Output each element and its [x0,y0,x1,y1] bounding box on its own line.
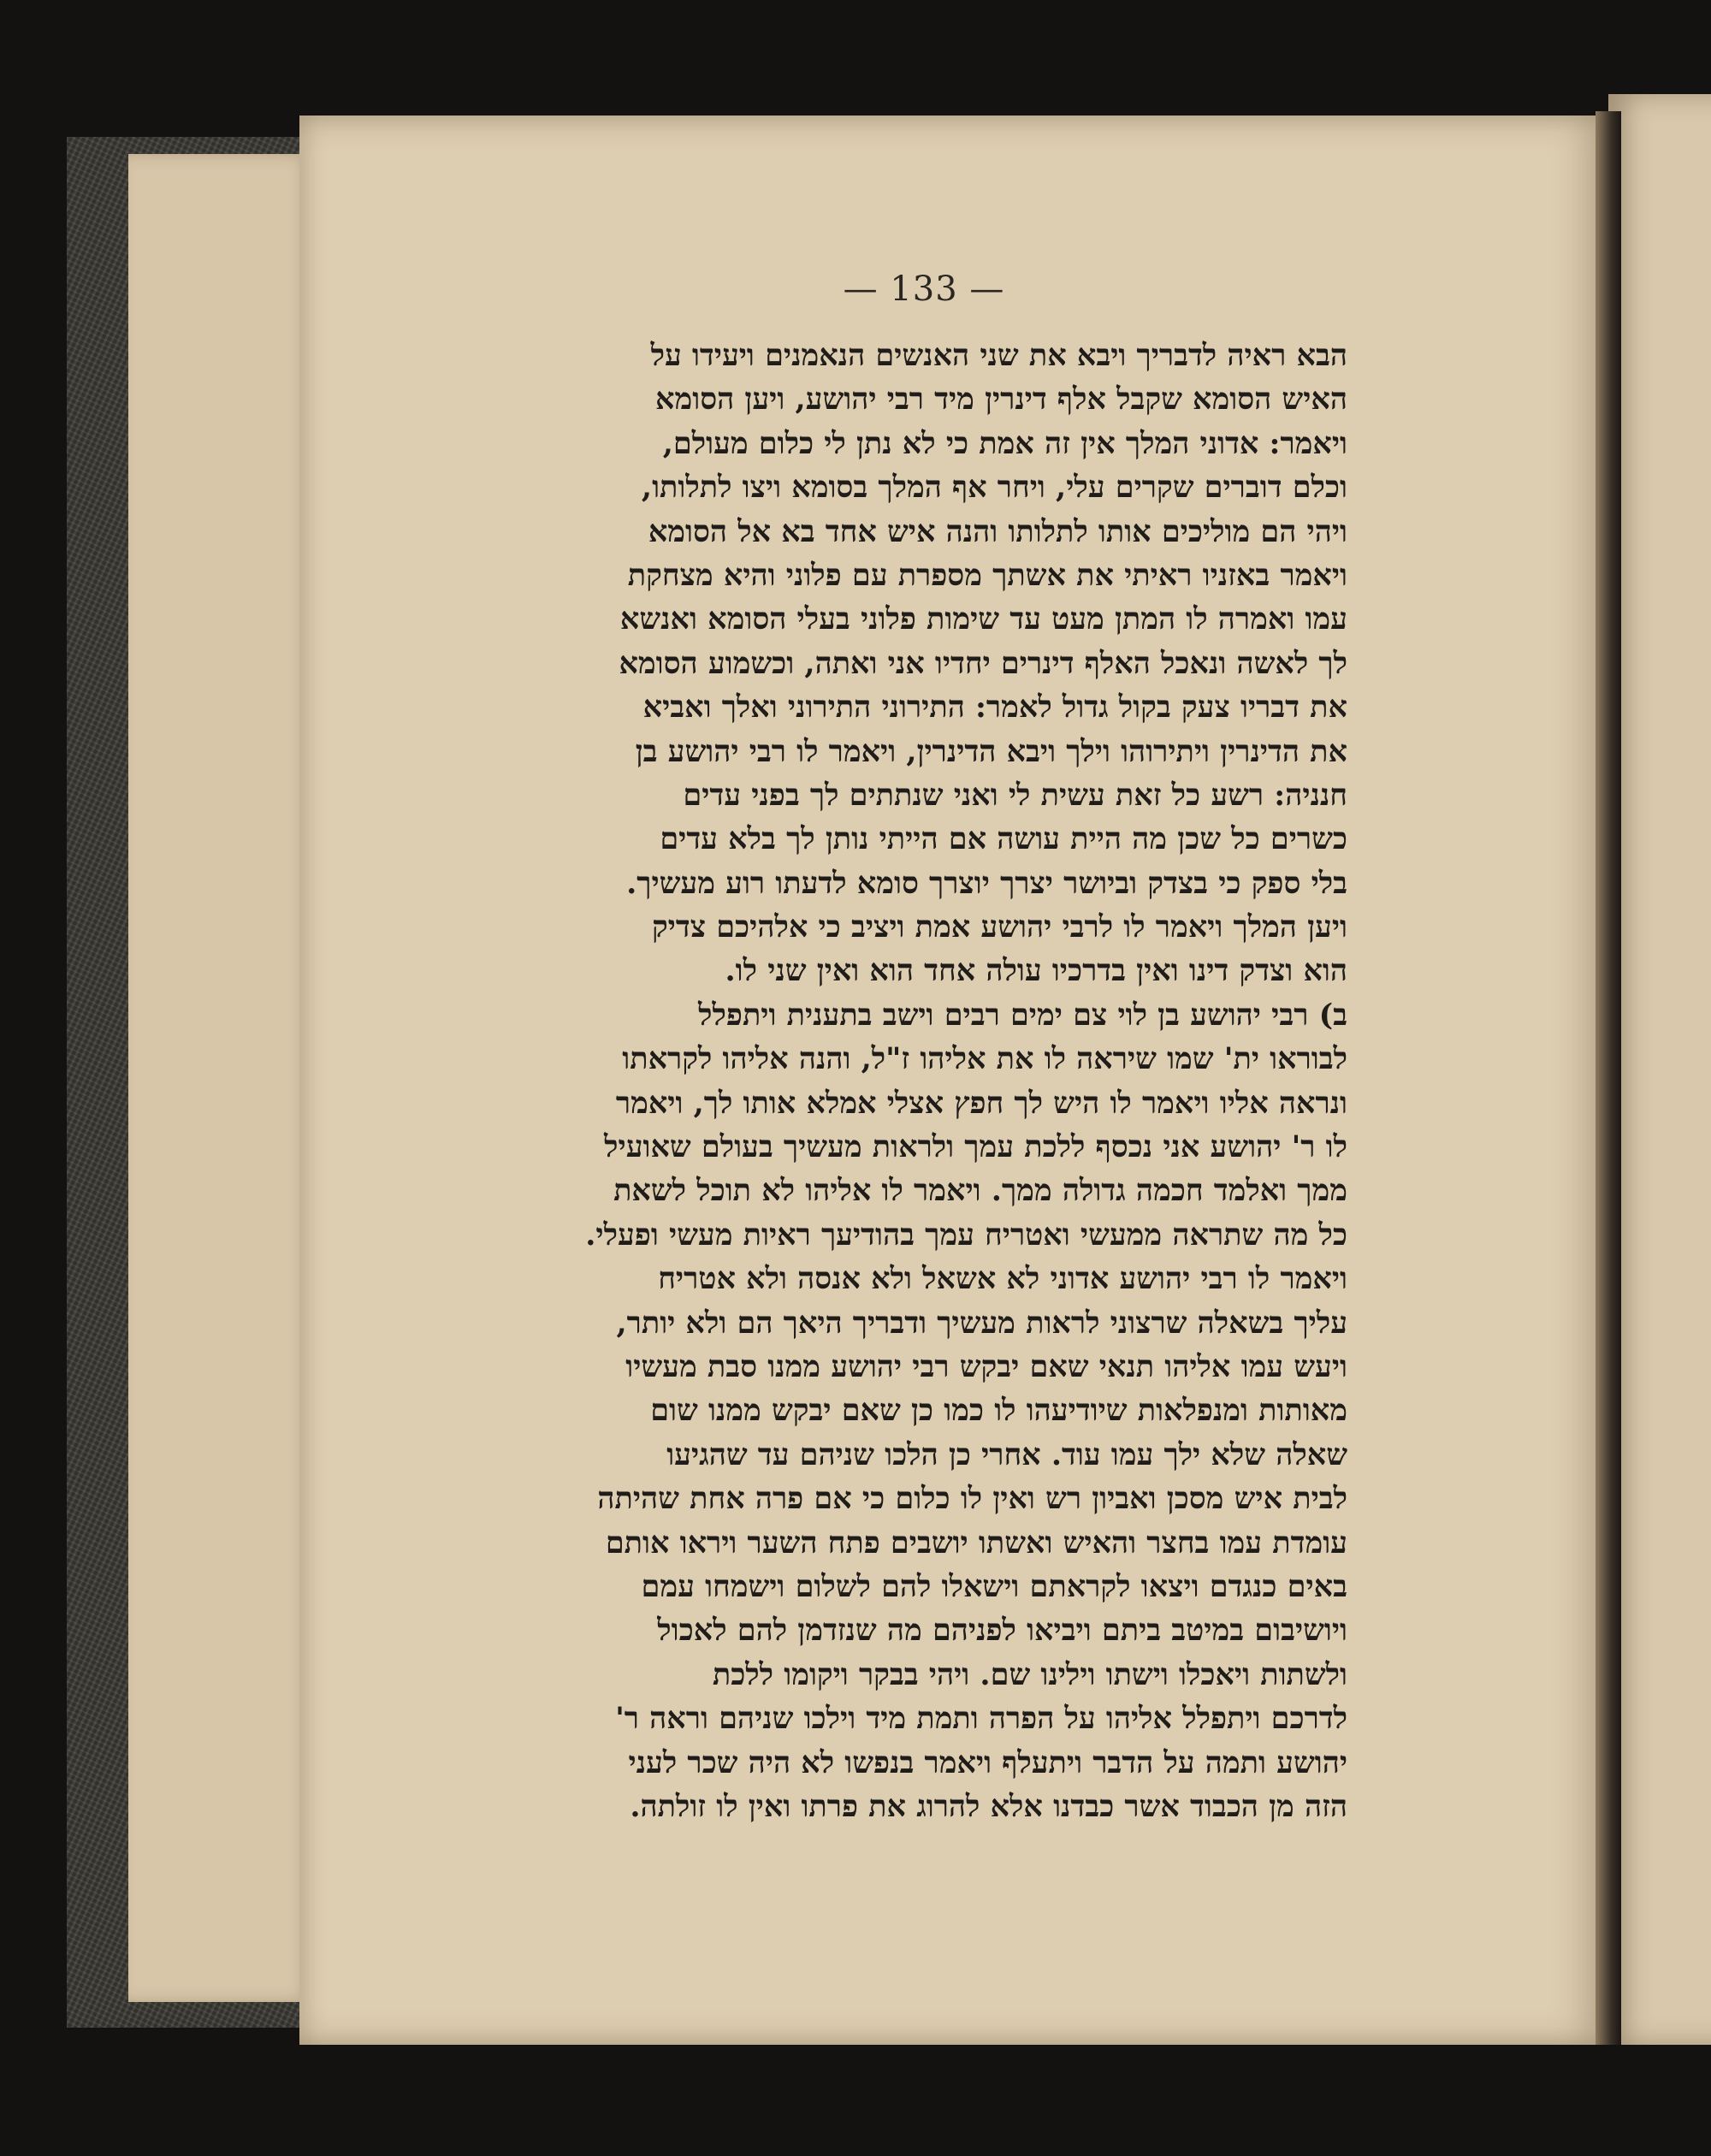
text-line: כשרים כל שכן מה היית עושה אם הייתי נותן לך בלא עדים [660,821,1347,857]
text-line: הוא וצדק דינו ואין בדרכיו עולה אחד הוא ואין שני לו. [725,953,1347,989]
text-line: לבית איש מסכן ואביון רש ואין לו כלום כי אם פרה אחת שהיתה [597,1481,1347,1517]
page-number: — 133 — [843,270,1005,309]
text-line: לו ר' יהושע אני נכסף ללכת עמך ולראות מעשיך בעולם שאועיל [604,1129,1347,1165]
text-line: ויאמר באזניו ראיתי את אשתך מספרת עם פלוני והיא מצחקת [627,557,1347,593]
text-line: האיש הסומא שקבל אלף דינרין מיד רבי יהושע, ויען הסומא [655,382,1347,418]
text-line: ממך ואלמד חכמה גדולה ממך. ויאמר לו אליהו לא תוכל לשאת [613,1173,1347,1209]
text-line: עליך בשאלה שרצוני לראות מעשיך ודבריך היאך הם ולא יותר, [616,1305,1347,1341]
text-line: הזה מן הכבוד אשר כבדנו אלא להרוג את פרתו ואין לו זולתה. [630,1788,1347,1824]
text-line: את דבריו צעק בקול גדול לאמר: התירוני התירוני ואלך ואביא [642,690,1347,726]
text-line: לדרכם ויתפלל אליהו על הפרה ותמת מיד וילכו שניהם וראה ר' [615,1701,1347,1737]
text-line: וכלם דוברים שקרים עלי, ויחר אף המלך בסומא ויצו לתלותו, [641,470,1347,506]
previous-page-edge [128,154,312,2002]
text-line: באים כנגדם ויצאו לקראתם וישאלו להם לשלום וישמחו עמם [641,1568,1347,1604]
text-line: לך לאשה ונאכל האלף דינרים יחדיו אני ואתה, וכשמוע הסומא [619,645,1347,681]
text-line: ויאמר: אדוני המלך אין זה אמת כי לא נתן לי כלום מעולם, [662,425,1347,461]
text-line: ויהי הם מוליכים אותו לתלותו והנה איש אחד בא אל הסומא [648,513,1347,549]
next-page-edge [1608,94,1711,2045]
text-line: יהושע ותמה על הדבר ויתעלף ויאמר בנפשו לא היה שכר לעני [628,1744,1347,1780]
page-text [492,334,1347,1828]
text-line: ב) רבי יהושע בן לוי צם ימים רבים וישב בתענית ויתפלל [698,997,1347,1033]
text-line: ולשתות ויאכלו וישתו וילינו שם. ויהי בבקר ויקומו ללכת [712,1656,1347,1692]
text-line: ויושיבום במיטב ביתם ויביאו לפניהם מה שנזדמן להם לאכול [657,1613,1347,1649]
text-line: ויען המלך ויאמר לו לרבי יהושע אמת ויציב כי אלהיכם צדיק [651,909,1347,945]
text-line: ויעש עמו אליהו תנאי שאם יבקש רבי יהושע ממנו סבת מעשיו [625,1348,1347,1384]
text-line: עמו ואמרה לו המתן מעט עד שימות פלוני בעלי הסומא ואנשא [619,601,1347,637]
text-line: בלי ספק כי בצדק וביושר יצרך יוצרך סומא לדעתו רוע מעשיך. [626,865,1347,901]
text-line: ויאמר לו רבי יהושע אדוני לא אשאל ולא אנסה ולא אטריח [658,1261,1347,1297]
book-gutter [1596,111,1621,2045]
text-line: שאלה שלא ילך עמו עוד. אחרי כן הלכו שניהם עד שהגיעו [666,1436,1347,1472]
text-line: הבא ראיה לדבריך ויבא את שני האנשים הנאמנים ויעידו על [650,338,1347,373]
text-line: חנניה: רשע כל זאת עשית לי ואני שנתתים לך בפני עדים [683,777,1347,813]
text-line: ונראה אליו ויאמר לו היש לך חפץ אצלי אמלא אותו לך, ויאמר [615,1085,1347,1121]
text-line: את הדינרין ויתירוהו וילך ויבא הדינרין, ויאמר לו רבי יהושע בן [635,733,1347,769]
text-line: כל מה שתראה ממעשי ואטריח עמך בהודיעך ראיות מעשי ופעלי. [585,1217,1347,1253]
text-line: מאותות ומנפלאות שיודיעהו לו כמו כן שאם יבקש ממנו שום [650,1393,1347,1429]
text-line: לבוראו ית' שמו שיראה לו את אליהו ז"ל, והנה אליהו לקראתו [622,1041,1347,1077]
text-line: עומדת עמו בחצר והאיש ואשתו יושבים פתח השער ויראו אותם [605,1525,1347,1561]
